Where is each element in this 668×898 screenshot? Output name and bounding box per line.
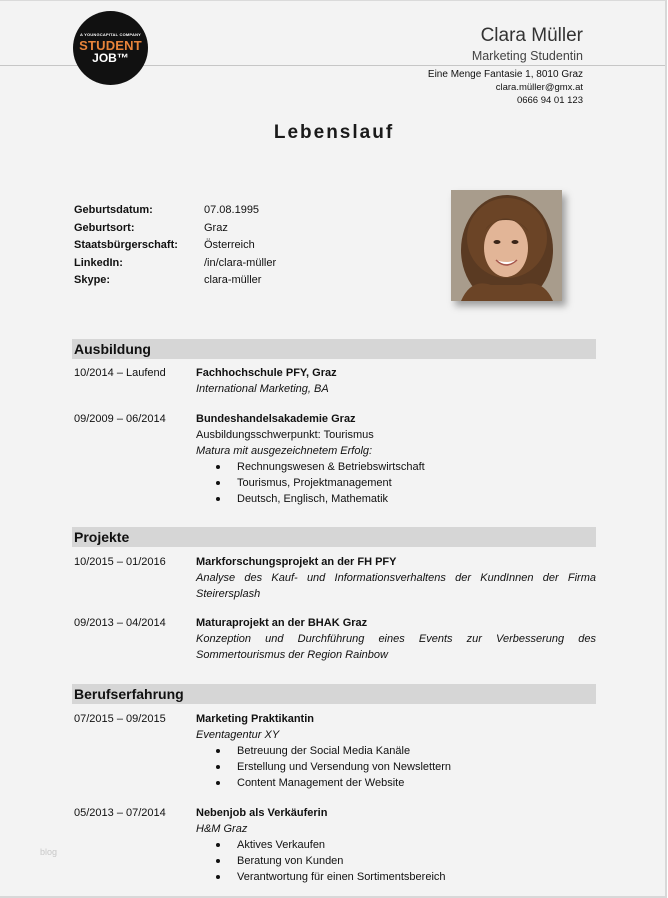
logo-line1: STUDENT bbox=[79, 38, 142, 53]
contact-block bbox=[428, 68, 583, 107]
entry-title: Bundeshandelsakademie Graz bbox=[196, 413, 356, 425]
logo-line2: JOB™ bbox=[92, 51, 129, 65]
bullet-item: Betreuung der Social Media Kanäle bbox=[196, 743, 596, 759]
bullet-item: Rechnungswesen & Betriebswirtschaft bbox=[196, 459, 596, 475]
entry-subtitle: H&M Graz bbox=[196, 823, 248, 835]
section-heading-projects: Projekte bbox=[72, 527, 596, 547]
personal-row bbox=[74, 220, 276, 238]
personal-row bbox=[74, 237, 276, 255]
entry-subtitle: Matura mit ausgezeichnetem Erfolg: bbox=[196, 445, 373, 457]
entry-title: Marketing Praktikantin bbox=[196, 713, 314, 725]
detail-label: Geburtsdatum: bbox=[74, 204, 153, 216]
bullet-item: Beratung von Kunden bbox=[196, 853, 596, 869]
entry-subtitle: Konzeption und Durchführung eines Events zur Verbesserung des Sommertourismus der Region Rainbow bbox=[196, 633, 596, 661]
detail-label: Skype: bbox=[74, 274, 111, 286]
student-job-logo bbox=[73, 11, 148, 85]
portrait-image bbox=[451, 190, 562, 301]
personal-row bbox=[74, 272, 276, 290]
bullet-item: Deutsch, Englisch, Mathematik bbox=[196, 491, 596, 507]
entry-title: Markforschungsprojekt an der FH PFY bbox=[196, 556, 397, 568]
applicant-subtitle: Marketing Studentin bbox=[471, 49, 583, 63]
portrait-photo bbox=[451, 190, 562, 301]
personal-row bbox=[74, 202, 276, 220]
applicant-name: Clara Müller bbox=[480, 25, 583, 46]
logo-tagline: A YOUNGCAPITAL COMPANY bbox=[79, 32, 142, 37]
entry-body bbox=[196, 365, 596, 397]
entry-date: 07/2015 – 09/2015 bbox=[74, 713, 166, 725]
bullet-item: Aktives Verkaufen bbox=[196, 837, 596, 853]
address: Eine Menge Fantasie 1, 8010 Graz bbox=[427, 69, 583, 80]
detail-label: Geburtsort: bbox=[74, 221, 135, 234]
entry-date: 05/2013 – 07/2014 bbox=[74, 807, 166, 819]
entry-bullets bbox=[196, 459, 596, 507]
email[interactable]: clara.müller@gmx.at bbox=[495, 82, 583, 93]
entry-bullets bbox=[196, 743, 596, 791]
entry-body bbox=[196, 805, 596, 885]
document-title: Lebenslauf bbox=[273, 122, 395, 143]
entry-date: 10/2015 – 01/2016 bbox=[74, 556, 166, 568]
detail-value: Österreich bbox=[204, 239, 255, 251]
detail-value: Graz bbox=[204, 221, 228, 234]
entry-subtitle: Analyse des Kauf- und Informationsverhaltens der KundInnen der Firma Steirersplash bbox=[196, 572, 596, 600]
personal-details bbox=[74, 202, 276, 290]
bullet-item: Erstellung und Versendung von Newslettern bbox=[196, 759, 596, 775]
entry-subtitle: International Marketing, BA bbox=[196, 383, 329, 395]
detail-value: 07.08.1995 bbox=[204, 204, 260, 216]
phone: 0666 94 01 123 bbox=[516, 95, 583, 106]
entry-body bbox=[196, 554, 596, 602]
entry-title: Fachhochschule PFY, Graz bbox=[196, 367, 337, 379]
detail-label: Staatsbürgerschaft: bbox=[74, 239, 178, 251]
entry-bullets bbox=[196, 837, 596, 885]
bullet-item: Tourismus, Projektmanagement bbox=[196, 475, 596, 491]
detail-label: LinkedIn: bbox=[74, 256, 123, 269]
entry-subtitle: Eventagentur XY bbox=[196, 729, 280, 741]
entry-date: 09/2013 – 04/2014 bbox=[74, 617, 166, 629]
entry-line: Ausbildungsschwerpunkt: Tourismus bbox=[196, 429, 374, 441]
section-heading-experience: Berufserfahrung bbox=[72, 684, 596, 704]
entry-body bbox=[196, 615, 596, 663]
bullet-item: Verantwortung für einen Sortimentsbereich bbox=[196, 869, 596, 885]
detail-value[interactable]: /in/clara-müller bbox=[204, 256, 277, 269]
section-heading-education: Ausbildung bbox=[72, 339, 596, 359]
watermark: blog bbox=[40, 847, 58, 857]
entry-title: Maturaprojekt an der BHAK Graz bbox=[196, 617, 368, 629]
entry-date: 10/2014 – Laufend bbox=[74, 367, 166, 379]
detail-value: clara-müller bbox=[204, 274, 262, 286]
entry-body bbox=[196, 711, 596, 791]
entry-body bbox=[196, 411, 596, 507]
entry-date: 09/2009 – 06/2014 bbox=[74, 413, 166, 425]
entry-title: Nebenjob als Verkäuferin bbox=[196, 807, 328, 819]
bullet-item: Content Management der Website bbox=[196, 775, 596, 791]
personal-row bbox=[74, 255, 276, 273]
